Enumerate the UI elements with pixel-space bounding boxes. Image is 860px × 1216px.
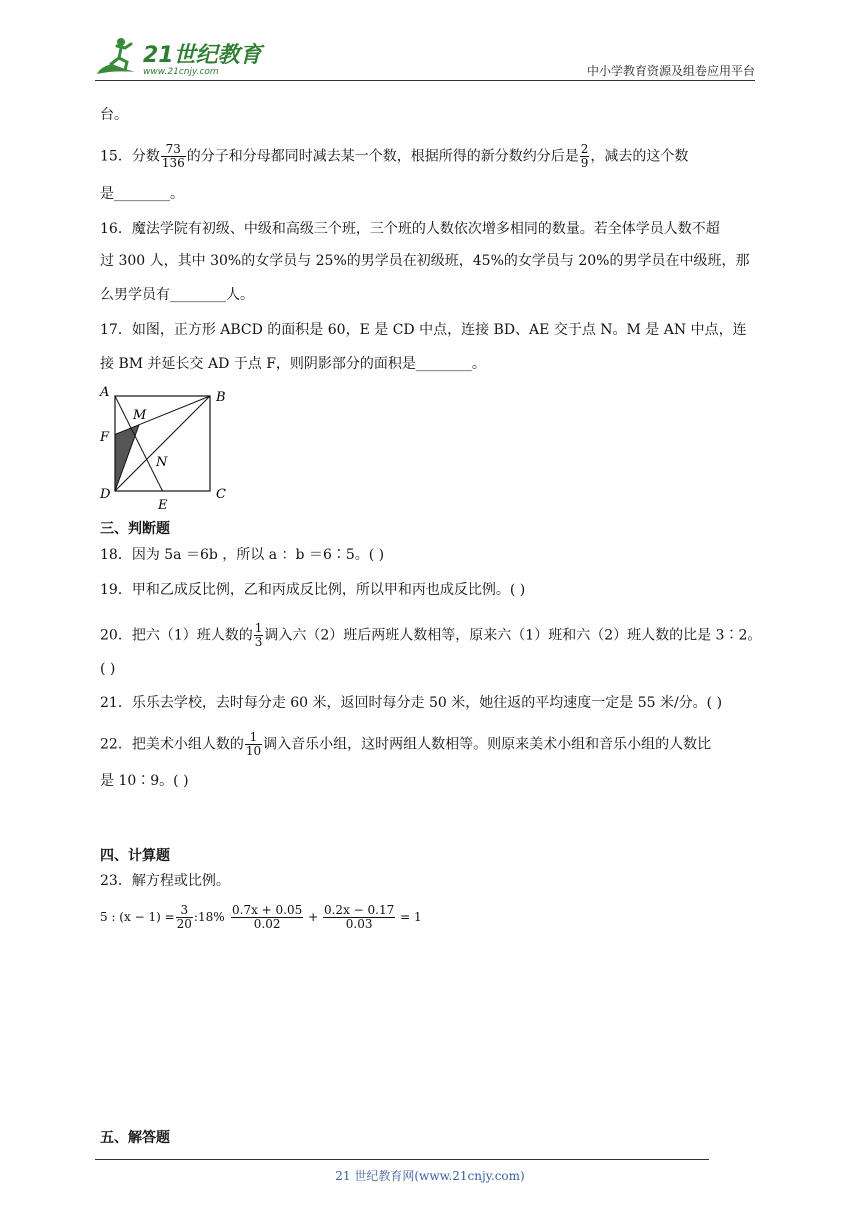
question-21: 21．乐乐去学校，去时每分走 60 米，返回时每分走 50 米，她往返的平均速度一定是 55 米/分。( ) [100, 695, 723, 711]
equation-2: $\frac{0.7x + 0.05}{0.02}$ + $\frac{0.2x - 0.17}{0.03}$ = 1 [232, 903, 422, 931]
question-16-line1: 16．魔法学院有初级、中级和高级三个班，三个班的人数依次增多相同的数量。若全体学员人数不超 [100, 221, 720, 237]
question-17-line2: 接 BM 并延长交 AD 于点 F，则阴影部分的面积是________。 [100, 356, 486, 372]
footer-link[interactable]: 21 世纪教育网(www.21cnjy.com) [335, 1169, 525, 1183]
label-M: M [133, 408, 147, 423]
question-15-line2: 是________。 [100, 186, 184, 202]
fraction-1-10: $\frac{1}{10}$ [245, 730, 262, 758]
label-C: C [216, 487, 226, 502]
label-N: N [156, 455, 168, 470]
logo [95, 36, 265, 80]
continued-line: 台。 [100, 107, 128, 123]
footer-divider [95, 1159, 709, 1160]
square-figure [95, 385, 245, 515]
header-platform-text: 中小学教育资源及组卷应用平台 [586, 64, 755, 78]
label-B: B [216, 390, 226, 405]
question-23: 23．解方程或比例。 [100, 873, 230, 889]
question-19: 19．甲和乙成反比例，乙和丙成反比例，所以甲和丙也成反比例。( ) [100, 582, 526, 598]
question-15-line1: 15．分数 $\frac{73}{136}$ 的分子和分母都同时减去某一个数，根据所得的新分数约分后是 $\frac{2}{9}$ ，减去的这个数 [100, 142, 689, 170]
header-divider [95, 80, 755, 81]
question-22-line2: 是 10∶9。( ) [100, 773, 189, 789]
question-16-line3: 么男学员有________人。 [100, 287, 254, 303]
label-E: E [158, 498, 168, 513]
logo-runner-icon [95, 36, 265, 80]
section-4-title: 四、计算题 [100, 848, 170, 864]
question-17-line1: 17．如图，正方形 ABCD 的面积是 60，E 是 CD 中点，连接 BD、AE 交于点 N。M 是 AN 中点，连 [100, 322, 747, 338]
question-20-line1: 20．把六（1）班人数的 $\frac{1}{3}$ 调入六（2）班后两班人数相等，原来六（1）班和六（2）班人数的比是 3∶2。 [100, 621, 762, 649]
fraction-3-20: $\frac{3}{20}$ [176, 903, 192, 931]
equation-1: 5 : (x − 1) = $\frac{3}{20}$ :18% [100, 903, 225, 931]
fraction-2-9: $\frac{2}{9}$ [580, 142, 589, 170]
fraction-eq2-right: $\frac{0.2x - 0.17}{0.03}$ [323, 903, 395, 931]
question-22-line1: 22．把美术小组人数的 $\frac{1}{10}$ 调入音乐小组，这时两组人数相等。则原来美术小组和音乐小组的人数比 [100, 730, 712, 758]
svg-text:21世纪教育: 21世纪教育 [143, 43, 262, 68]
section-5-title: 五、解答题 [100, 1130, 170, 1146]
svg-text:www.21cnjy.com: www.21cnjy.com [143, 67, 219, 77]
question-20-line2: ( ) [100, 661, 116, 677]
fraction-eq2-left: $\frac{0.7x + 0.05}{0.02}$ [232, 903, 303, 931]
fraction-73-136: $\frac{73}{136}$ [161, 142, 185, 170]
label-A: A [100, 385, 110, 400]
label-F: F [100, 430, 110, 445]
fraction-1-3: $\frac{1}{3}$ [254, 621, 263, 649]
question-16-line2: 过 300 人，其中 30%的女学员与 25%的男学员在初级班，45%的女学员与 20%的男学员在中级班，那 [100, 253, 750, 269]
label-D: D [100, 487, 111, 502]
section-3-title: 三、判断题 [100, 521, 170, 537]
question-18: 18．因为 5a ＝6b ，所以 a ：b ＝6∶5。( ) [100, 547, 385, 563]
